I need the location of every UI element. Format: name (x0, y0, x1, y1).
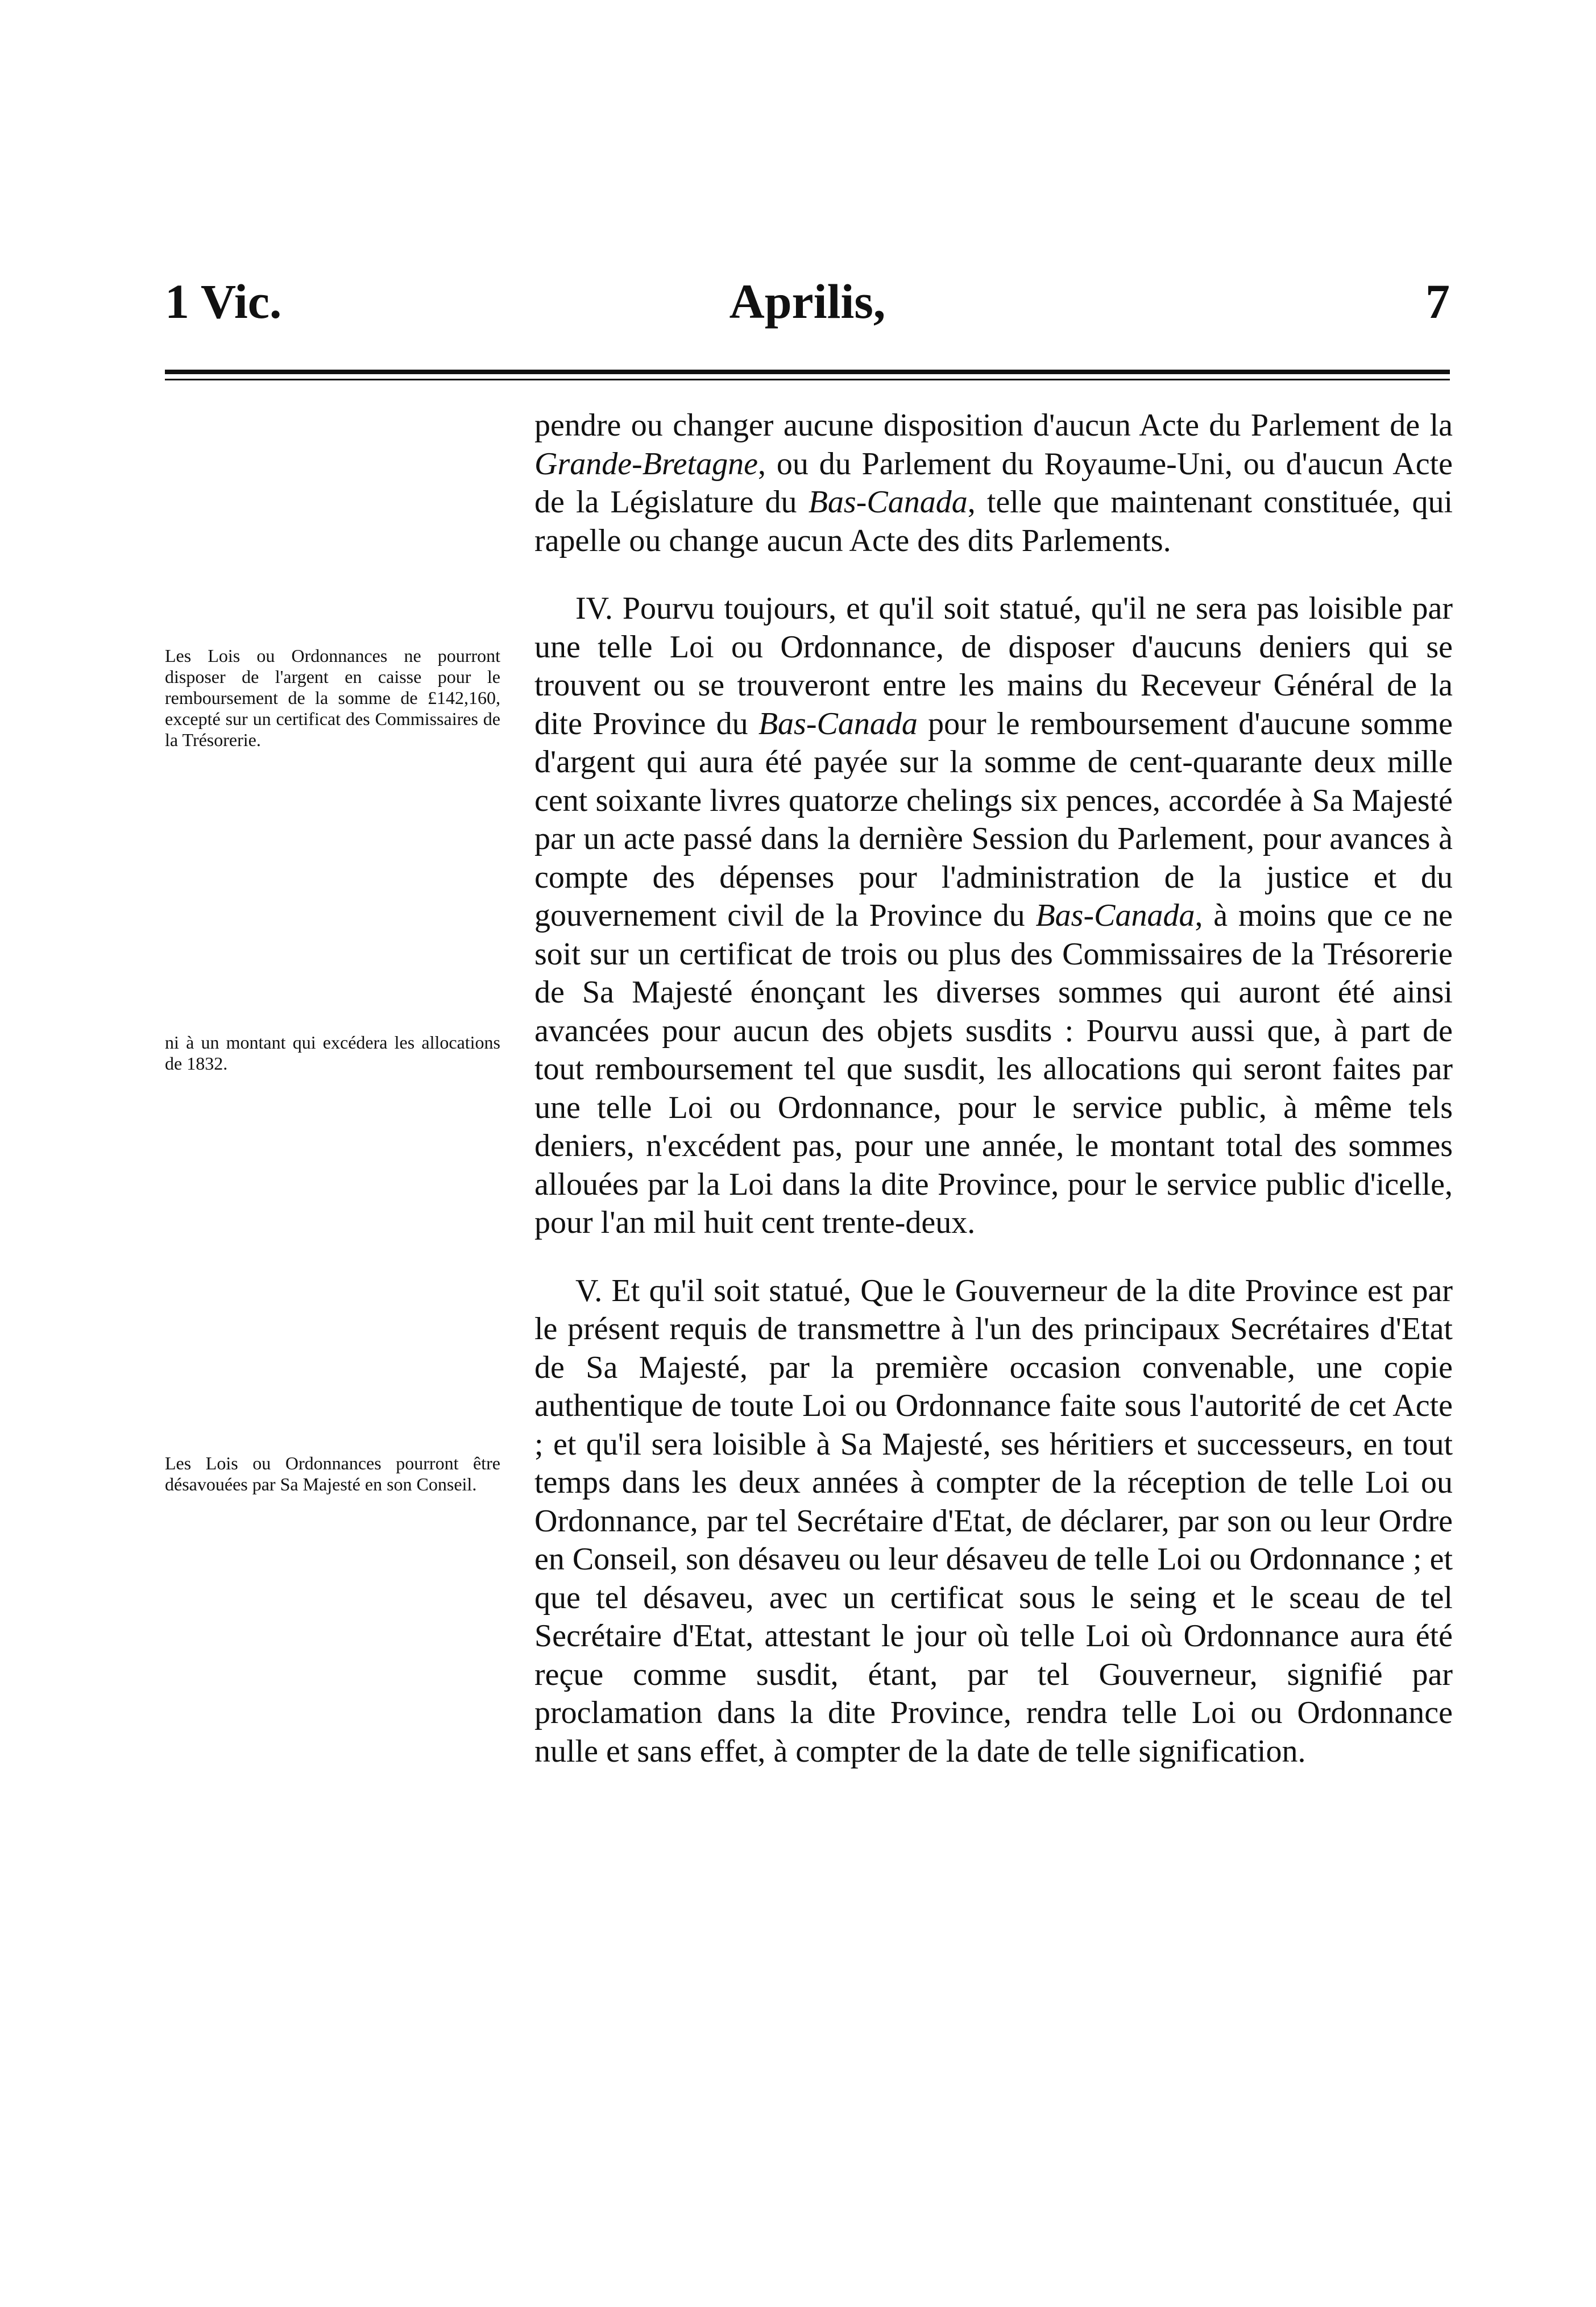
running-header (165, 267, 1450, 341)
place-name-italic: Bas-Canada (758, 706, 918, 742)
page-number: 7 (1425, 274, 1450, 329)
place-name-italic: Bas-Canada (808, 484, 968, 520)
section-v: V. Et qu'il soit statué, Que le Gouverneur de la dite Province est par le présent requis de transmettre à l'un des principaux Secrétaires d'Etat de Sa Majesté, par la première occasion convenable, une copie authentique de toute Loi ou Ordonnance faite sous l'autorité de cet Acte ; et qu'il sera loisible à Sa Majesté, ses héritiers et successeurs, en tout temps dans les deux années à compter de la réception de telle Loi ou Ordonnance, par tel Secrétaire d'Etat, de déclarer, par son ou leur Ordre en Conseil, son désaveu ou leur désaveu de telle Loi ou Ordonnance ; et que tel désaveu, avec un certificat sous le seing et le sceau de tel Secrétaire d'Etat, attestant le jour où telle Loi où Ordonnance aura été reçue comme susdit, étant, par tel Gouverneur, signifié par proclamation dans la dite Province, rendra telle Loi ou Ordonnance nulle et sans effet, à compter de la date de telle signification. (534, 1273, 1453, 1769)
header-month: Aprilis, (729, 274, 886, 329)
header-regnal-year: 1 Vic. (165, 274, 282, 329)
body-column (534, 407, 1453, 1771)
place-name-italic: Bas-Canada (1035, 898, 1195, 933)
margin-note-2: ni à un montant qui excédera les allocations de 1832. (165, 1032, 500, 1074)
place-name-italic: Grande-Bretagne (534, 446, 758, 482)
section-iv: IV. Pourvu toujours, et qu'il soit statué, qu'il ne sera pas loisible par une telle Loi ou Ordonnance, de disposer d'aucuns deniers qui se trouvent ou se trouveront entre les mains du Receveur Général de la dite Province du Bas-Canada pour le remboursement d'aucune somme d'argent qui aura été payée sur la somme de cent-quarante deux mille cent soixante livres quatorze chelings six pences, accordée à Sa Majesté par un acte passé dans la dernière Session du Parlement, pour avances à compte des dépenses pour l'administration de la justice et du gouvernement civil de la Province du Bas-Canada, à moins que ce ne soit sur un certificat de trois ou plus des Commissaires de la Trésorerie de Sa Majesté énonçant les diverses sommes qui auront été ainsi avancées pour aucun des objets susdits : Pourvu aussi que, à part de tout remboursement tel que susdit, les allocations qui seront faites par une telle Loi ou Ordonnance, pour le service public, à même tels deniers, n'excédent pas, pour une année, le montant total des sommes allouées par la Loi dans la dite Province, pour le service public d'icelle, pour l'an mil huit cent trente-deux. (534, 591, 1453, 1240)
paragraph-continuation: pendre ou changer aucune disposition d'aucun Acte du Parlement de la Grande-Bretagne, ou du Parlement du Royaume-Uni, ou d'aucun Acte de la Législature du Bas-Canada, telle que maintenant constituée, qui rapelle ou change aucun Acte des dits Parlements. (534, 408, 1453, 558)
margin-note-1: Les Lois ou Ordonnances ne pourront disposer de l'argent en caisse pour le remboursement de la somme de £142,160, excepté sur un certificat des Commissaires de la Trésorerie. (165, 645, 500, 750)
margin-note-3: Les Lois ou Ordonnances pourront être désavouées par Sa Majesté en son Conseil. (165, 1453, 500, 1494)
header-rule-thick (165, 370, 1450, 374)
header-rule-thin (165, 379, 1450, 380)
